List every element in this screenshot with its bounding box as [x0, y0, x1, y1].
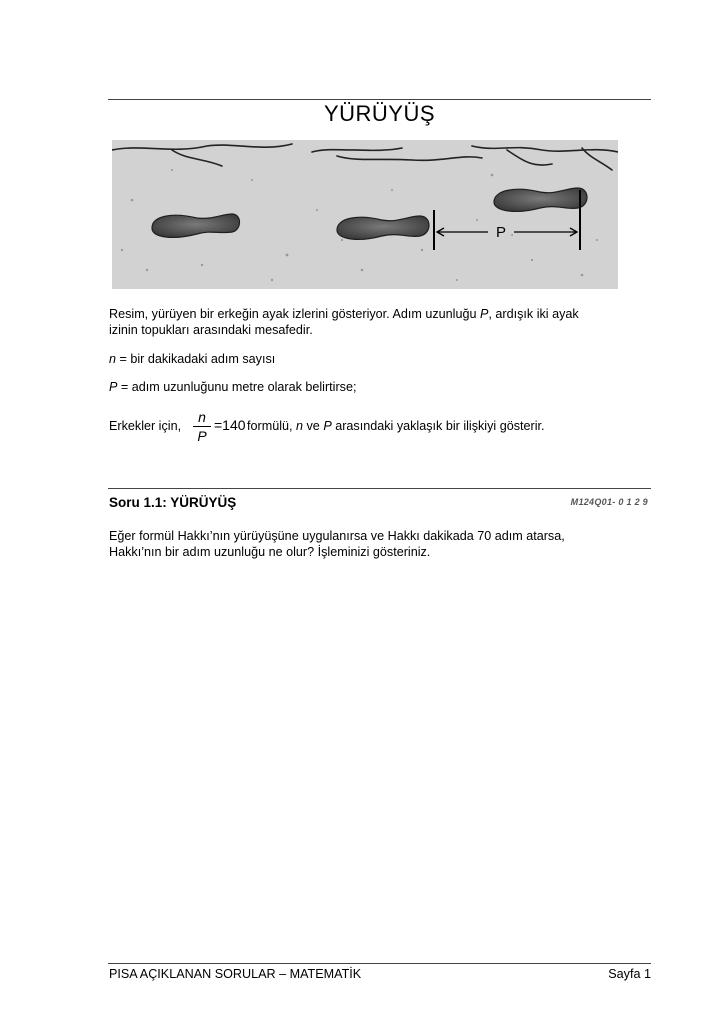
footprints-photo	[112, 140, 618, 289]
fraction-bar	[193, 426, 211, 427]
formula-text-3: arasındaki yaklaşık bir ilişkiyi gösterir.	[331, 419, 545, 433]
intro-var-p: P	[480, 307, 489, 321]
fraction-numerator: n	[198, 409, 206, 425]
p-label: P	[495, 224, 507, 241]
def-p-var: P	[109, 380, 118, 394]
definition-n	[109, 351, 649, 367]
formula-row	[109, 409, 649, 449]
formula-var-n: n	[296, 419, 304, 433]
fraction-denominator: P	[197, 428, 207, 444]
question-text	[109, 528, 649, 560]
intro-text-1-end: , ardışık iki ayak	[488, 307, 579, 321]
question-line-2: Hakkı’nın bir adım uzunluğu ne olur? İşleminizi gösteriniz.	[109, 545, 431, 559]
def-p-text: = adım uzunluğunu metre olarak belirtirse;	[117, 380, 357, 394]
footer-rule	[108, 963, 651, 964]
def-n-text: = bir dakikadaki adım sayısı	[116, 352, 276, 366]
formula-rhs: =140	[214, 417, 246, 433]
intro-paragraph	[109, 306, 649, 338]
formula-var-p: P	[323, 419, 332, 433]
section-rule	[108, 488, 651, 489]
footer-title: PISA AÇIKLANAN SORULAR – MATEMATİK	[109, 967, 362, 981]
page-title: YÜRÜYÜŞ	[323, 101, 436, 126]
formula-text-2: ve	[303, 419, 324, 433]
formula-description	[247, 419, 545, 433]
footprint-3	[494, 188, 587, 211]
definition-p	[109, 379, 649, 395]
question-title: Soru 1.1: YÜRÜYÜŞ	[109, 495, 237, 510]
intro-text-1: Resim, yürüyen bir erkeğin ayak izlerini gösteriyor. Adım uzunluğu	[109, 307, 480, 321]
intro-text-2: izinin topukları arasındaki mesafedir.	[109, 323, 313, 337]
question-line-1: Eğer formül Hakkı’nın yürüyüşüne uygulanırsa ve Hakkı dakikada 70 adım atarsa,	[109, 529, 565, 543]
def-n-var: n	[109, 352, 117, 366]
formula-label: Erkekler için,	[109, 419, 182, 433]
page-number: Sayfa 1	[608, 967, 651, 981]
question-code: M124Q01- 0 1 2 9	[570, 497, 648, 507]
fraction	[193, 409, 211, 444]
top-rule	[108, 99, 651, 100]
formula-text-1: formülü,	[247, 419, 296, 433]
